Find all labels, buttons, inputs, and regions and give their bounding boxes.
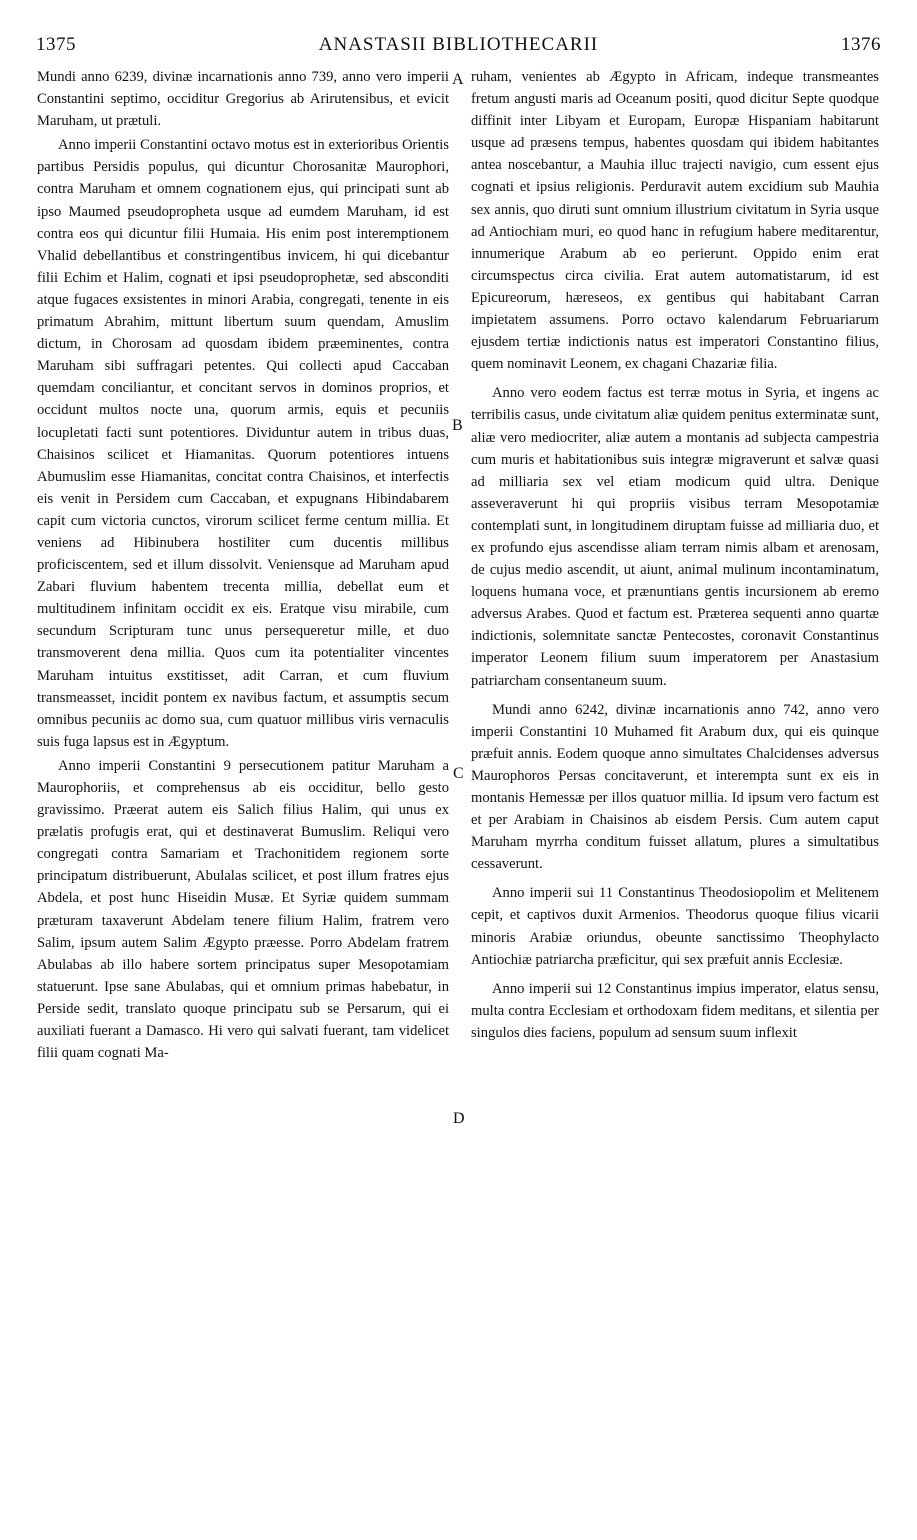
paragraph: ruham, venientes ab Ægypto in Africam, indeque transmeantes fretum angusti maris ad Oceanum positi, quod dicitur Septe quodque diffinit inter Libyam et Europam, Europæ Hispaniam habitarunt usque ad præsens tempus, habentes quosdam qui ibidem habitantes antea noscebantur, a Mauhia illuc trajecti navigio, cum essent ejus cognati et ipsius religionis. Perduravit autem excidium sub Mauhia sex annis, quo diruti sunt omnium illustrium civitatum in Syria usque ad Antiochiam muri, eo quod hanc in refugium habere meditarentur, innumerique Arabum ab eo perierunt. Oppido enim erat circumspectus circa civilia. Erat autem automatistarum, id est Epicureorum, hæreseos, ex gentibus qui habitabant Carran impietatem assumens. Porro octavo kalendarum Februariarum ejusdem tertiæ indictionis natus est imperatori Constantino filius, quem nominavit Leonem, ex chagani Chazariæ filia. (471, 69, 879, 373)
page-number-right: 1376 (841, 34, 881, 55)
left-column (37, 66, 449, 1064)
margin-marker-a: A (452, 71, 464, 88)
paragraph: Anno imperii sui 12 Constantinus impius imperator, elatus sensu, multa contra Ecclesiam et orthodoxam fidem meditans, et silentia per singulos dies faciens, populum ad sensum suum inflexit (471, 980, 879, 1041)
margin-marker-c: C (453, 765, 464, 782)
paragraph: Anno imperii Constantini 9 persecutionem patitur Maruham a Maurophoriis, et comprehensus ab eis occiditur, bello gesto gravissimo. Præerat autem eis Salich filius Halim, qui unus ex prælatis profugis erat, qui et destinaverat Bumuslim. Reliqui vero congregati contra Samariam et Trachonitidem regionem sorte principatum distribuerunt, Abulalas scilicet, et post illum fratres ejus Abdela, et post hunc Hiseidin Musæ. Et Syriæ quidem summam præturam taxaverunt Abdelam tenere filium Halim, fratrem vero Salim, ipsum autem Salim Ægypto præesse. Porro Abdelam fratrem Abulabas ab illo habere sortem principatus super Mesopotamiam statuerunt. Ipse sane Abulabas, qui et omnium primas habebatur, in Perside sedit, translato quoque principatu sub se Persarum, qui ei auxiliati fuerant a Damasco. Hi vero qui salvati fuerant, tam videlicet filii quam cognati Ma- (37, 757, 449, 1062)
margin-marker-d: D (453, 1110, 465, 1127)
page-number-left: 1375 (36, 34, 76, 55)
right-column (471, 66, 879, 1044)
paragraph: Mundi anno 6242, divinæ incarnationis anno 742, anno vero imperii Constantini 10 Muhamed fit Arabum dux, qui eis quinque præfuit annis. Eodem quoque anno simultates Chalcidenses adversus Maurophoros Persas concitaverunt, et interempta sunt ex eis in montanis Hemessæ per illos quatuor millia. Id ipsum vero factum est et per Arabiam in Chaisinos ab eisdem Persis. Cum autem caput Maruham myrrha conditum fuisset allatum, plures a simultatibus cessaverunt. (471, 701, 879, 873)
margin-marker-b: B (452, 417, 463, 434)
paragraph: Anno vero eodem factus est terræ motus in Syria, et ingens ac terribilis casus, unde civitatum aliæ quidem penitus exterminatæ sunt, aliæ vero mediocriter, aliæ autem a montanis ad subjecta campestria cum muris et habitationibus suis integræ migraverunt et salvæ quasi ad milliaria sex vel etiam modicum quid ultra. Denique asseveraverunt hi qui propriis visibus terram Mesopotamiæ contemplati sunt, in longitudinem diruptam fuisse ad milliaria duo, et ex profundo ejus ascendisse aliam terram nimis albam et arenosam, de cujus medio ascendit, ut aiunt, animal mulinum incontaminatum, loquens humana voce, et prænuntians gentis incursionem ab eremo adversus Arabes. Quod et factum est. Præterea sequenti anno quartæ indictionis, solemnitate sanctæ Pentecostes, coronavit Constantinus imperator Leonem filium suum imperatorem per Anastasium patriarcham consentaneum suum. (471, 385, 879, 689)
running-title: ANASTASII BIBLIOTHECARII (318, 34, 599, 55)
paragraph: Anno imperii Constantini octavo motus est in exterioribus Orientis partibus Persidis populus, qui dicuntur Chorosanitæ Maurophori, contra Maruham et omnem cognationem ejus, qui principati sunt ab ipso Maumed pseudopropheta usque ad eumdem Maruham, id est contra eos qui dicuntur filii Humaia. His enim post interemptionem Vhalid debellantibus et constringentibus invicem, hi qui dicebantur filii Echim et Halim, cognati et ipsi pseudoprophetæ, sed absconditi atque fugaces exsistentes in minori Arabia, congregati, tenente in eis primatum Abrahim, mittunt libertum suum quendam, Amuslim dictum, in Chorosam ad quosdam ibidem præeminentes, contra Maruham sibi suffragari petentes. Qui collecti apud Caccaban quemdam conciliantur, et concitant servos in dominos proprios, et occidunt multos nocte una, quorum armis, equis et pecuniis locupletati facti sunt potentiores. Dividuntur autem in tribus duas, Chaisinos scilicet et Hiamanitas. Quorum potentiores intuens Abumuslim esse Hiamanitas, concitat contra Chaisinos, et interfectis eis venit in Persidem cum Caccaban, et expugnans Hibindabarem capit cum victoria cunctos, virorum scilicet ferme centum millia. Et veniens ad Hibinubera hostiliter cum ducentis millibus proficiscentem, sed et illum dissolvit. Veniensque ad Maruham apud Zabari fluvium habentem trecenta millia, debellat eum et multitudinem infinitam occidit ex eis. Eratque visu mirabile, cum secundum Scripturam tunc unus persequeretur mille, et duo transmoverent dena millia. Quos cum ita potentialiter vincentes Maruham intuitus exstitisset, adit Carran, et cum fluvium transmeasset, incidit pontem ex navibus factum, et assumptis secum omnibus pecuniis ac domo sua, cum quatuor millibus viris vernaculis suis fuga lapsus est in Ægyptum. (37, 137, 449, 750)
paragraph: Mundi anno 6239, divinæ incarnationis anno 739, anno vero imperii Constantini septimo, occiditur Gregorius ab Arirutensibus, et evicit Maruham, ut prætuli. (37, 69, 449, 130)
running-header (36, 34, 881, 58)
paragraph: Anno imperii sui 11 Constantinus Theodosiopolim et Melitenem cepit, et captivos duxit Armenios. Theodorus quoque filius vicarii minoris Arabiæ oriundus, obeunte sanctissimo Theophylacto Antiochiæ patriarcha præficitur, qui sex præfuit annis Ecclesiæ. (471, 885, 879, 968)
